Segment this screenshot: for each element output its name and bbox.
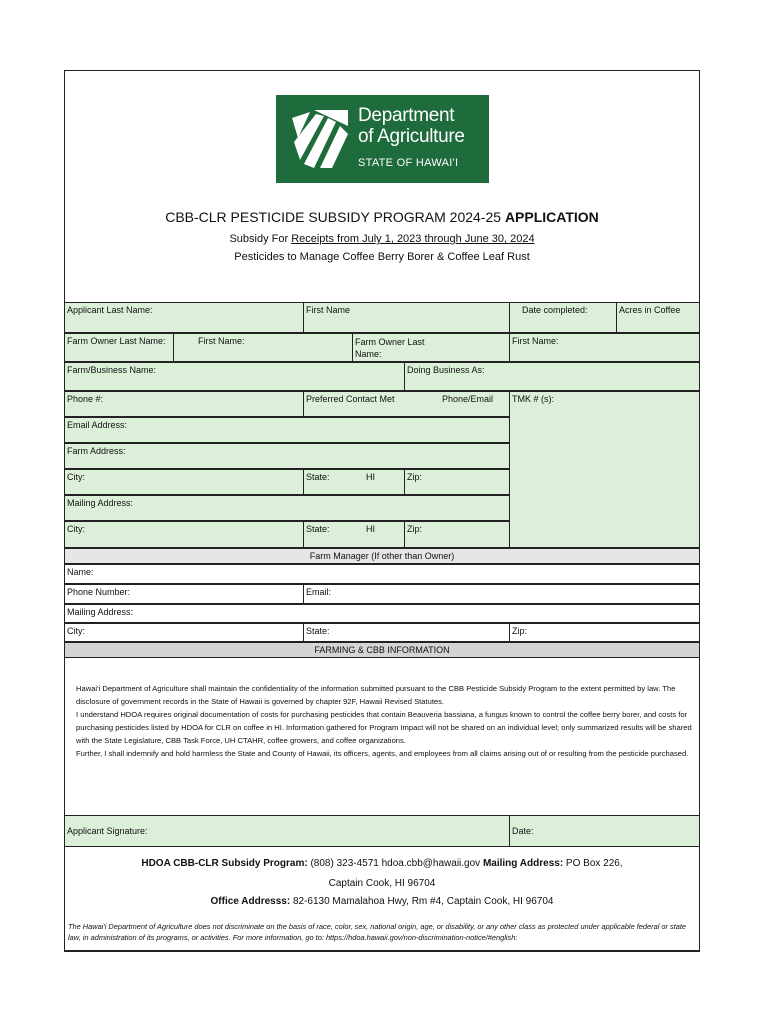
label: Acres in Coffee — [619, 305, 681, 315]
label: Mailing Address: — [67, 607, 134, 617]
state-value: HI — [366, 524, 375, 534]
field-rows-icon — [290, 108, 352, 170]
applicant-last-name-field[interactable] — [64, 302, 304, 333]
label: Farm Owner Last Name: — [355, 337, 425, 359]
statement-p3: Further, I shall indemnify and hold harmless the State and County of Hawaii, its officers, agents, and employees from all claims arising out of or resulting from the pesticide purchased. — [76, 749, 689, 758]
first-name-2-field[interactable] — [509, 333, 700, 362]
label: State: — [306, 524, 330, 534]
label: State: — [306, 472, 330, 482]
acres-in-coffee-field[interactable] — [616, 302, 700, 333]
manager-name-field[interactable] — [64, 564, 700, 584]
statement-p2: I understand HDOA requires original documentation of costs for purchasing pesticides that contain Beauveria bassiana, a fungus known to control the coffee berry borer, and costs for purchasing pesticides listed by HDOA for CLR on coffee in HI. Information gathered for Program Impact will not be shared on an individual level; only summarized results will be shared with the State Legislature, CBB Task Force, UH CTAHR, coffee growers, and coffee organizations. — [76, 710, 692, 745]
farm-owner-last-name-2-field[interactable] — [352, 333, 510, 362]
signature-date-field[interactable] — [509, 815, 700, 847]
logo-line-1: Department — [358, 105, 455, 126]
tmk-field[interactable] — [509, 391, 700, 548]
manager-zip-field[interactable] — [509, 623, 700, 642]
state-field[interactable] — [303, 469, 405, 495]
farm-manager-heading — [64, 548, 700, 564]
label: Applicant Signature: — [67, 826, 148, 836]
heading-text: FARMING & CBB INFORMATION — [314, 645, 450, 655]
label: Zip: — [512, 626, 528, 636]
label: Applicant Last Name: — [67, 305, 153, 315]
heading-text: Farm Manager (If other than Owner) — [309, 551, 455, 561]
label: Farm Owner Last Name: — [67, 336, 166, 346]
mailing-address-field[interactable] — [64, 495, 510, 521]
program-label: HDOA CBB-CLR Subsidy Program: — [141, 858, 308, 869]
label: Preferred Contact Met — [306, 394, 395, 404]
label: Zip: — [407, 472, 423, 482]
mailing-city-field[interactable] — [64, 521, 304, 548]
title-bold: APPLICATION — [504, 209, 599, 225]
mailing-value: PO Box 226, — [563, 858, 623, 869]
statement-p1: Hawai'i Department of Agriculture shall maintain the confidentiality of the information submitted pursuant to the CBB Pesticide Subsidy Program to the extent permitted by law. The disclosure of government records in the State of Hawaii is governed by chapter 92F, Hawaii Revised Statutes. — [76, 684, 676, 706]
manager-state-field[interactable] — [303, 623, 510, 642]
form-bottom-border — [64, 950, 700, 952]
city-field[interactable] — [64, 469, 304, 495]
confidentiality-statement — [66, 682, 698, 760]
office-label: Office Addresss: — [210, 896, 291, 907]
label: State: — [306, 626, 330, 636]
subtitle-prefix: Subsidy For — [229, 233, 292, 245]
preferred-contact-field[interactable] — [303, 391, 510, 417]
state-value: HI — [366, 472, 375, 482]
subtitle — [64, 233, 700, 245]
page-title — [64, 209, 700, 225]
label: City: — [67, 626, 85, 636]
subtitle-2: Pesticides to Manage Coffee Berry Borer & Coffee Leaf Rust — [234, 251, 530, 263]
mailing-label: Mailing Address: — [482, 858, 564, 869]
farm-owner-last-name-field[interactable] — [64, 333, 174, 362]
label: City: — [67, 524, 85, 534]
manager-mailing-field[interactable] — [64, 604, 700, 623]
mailing-city-line: Captain Cook, HI 96704 — [328, 878, 436, 889]
preferred-contact-value: Phone/Email — [442, 394, 494, 404]
label: Mailing Address: — [67, 498, 134, 508]
label: Phone Number: — [67, 587, 131, 597]
logo-line-3: STATE OF HAWAI'I — [358, 157, 459, 169]
office-address — [64, 896, 700, 907]
label: First Name — [306, 305, 351, 315]
mailing-zip-field[interactable] — [404, 521, 510, 548]
manager-phone-field[interactable] — [64, 584, 304, 604]
label: Name: — [67, 567, 94, 577]
email-address-field[interactable] — [64, 417, 510, 443]
mailing-state-field[interactable] — [303, 521, 405, 548]
logo-line-2: of Agriculture — [358, 126, 465, 147]
farming-heading — [64, 642, 700, 658]
first-name-field[interactable] — [303, 302, 510, 333]
office-value: 82-6130 Mamalahoa Hwy, Rm #4, Captain Cook, HI 96704 — [290, 896, 554, 907]
label: Farm Address: — [67, 446, 126, 456]
program-info: (808) 323-4571 hdoa.cbb@hawaii.gov — [307, 858, 483, 869]
label: TMK # (s): — [512, 394, 554, 404]
title-text: CBB-CLR PESTICIDE SUBSIDY PROGRAM 2024-25 — [165, 209, 505, 225]
label: Date completed: — [522, 305, 588, 315]
label: First Name: — [198, 336, 245, 346]
label: Date: — [512, 826, 534, 836]
label: Email: — [306, 587, 332, 597]
zip-field[interactable] — [404, 469, 510, 495]
farm-address-field[interactable] — [64, 443, 510, 469]
label: City: — [67, 472, 85, 482]
label: Zip: — [407, 524, 423, 534]
label: Farm/Business Name: — [67, 365, 157, 375]
label: Email Address: — [67, 420, 128, 430]
phone-field[interactable] — [64, 391, 304, 417]
applicant-signature-field[interactable] — [64, 815, 510, 847]
business-name-field[interactable] — [64, 362, 405, 391]
program-contact — [64, 858, 700, 869]
label: Phone #: — [67, 394, 104, 404]
manager-email-field[interactable] — [303, 584, 700, 604]
non-discrimination-notice: The Hawai'i Department of Agriculture does not discriminate on the basis of race, color, sex, national origin, age, or disability, or any other class as protected under applicable federal or state law, in administration of its programs, or activities. For more information, go to: https://hdoa.hawaii.gov/non-discrimination-notice/#english: — [68, 922, 687, 942]
subtitle-dates: Receipts from July 1, 2023 through June 30, 2024 — [291, 233, 535, 245]
label: First Name: — [512, 336, 559, 346]
owner-first-name-field[interactable] — [173, 333, 353, 362]
manager-city-field[interactable] — [64, 623, 304, 642]
dba-field[interactable] — [404, 362, 700, 391]
date-completed-field[interactable] — [509, 302, 617, 333]
department-logo — [276, 95, 489, 183]
label: Doing Business As: — [407, 365, 485, 375]
